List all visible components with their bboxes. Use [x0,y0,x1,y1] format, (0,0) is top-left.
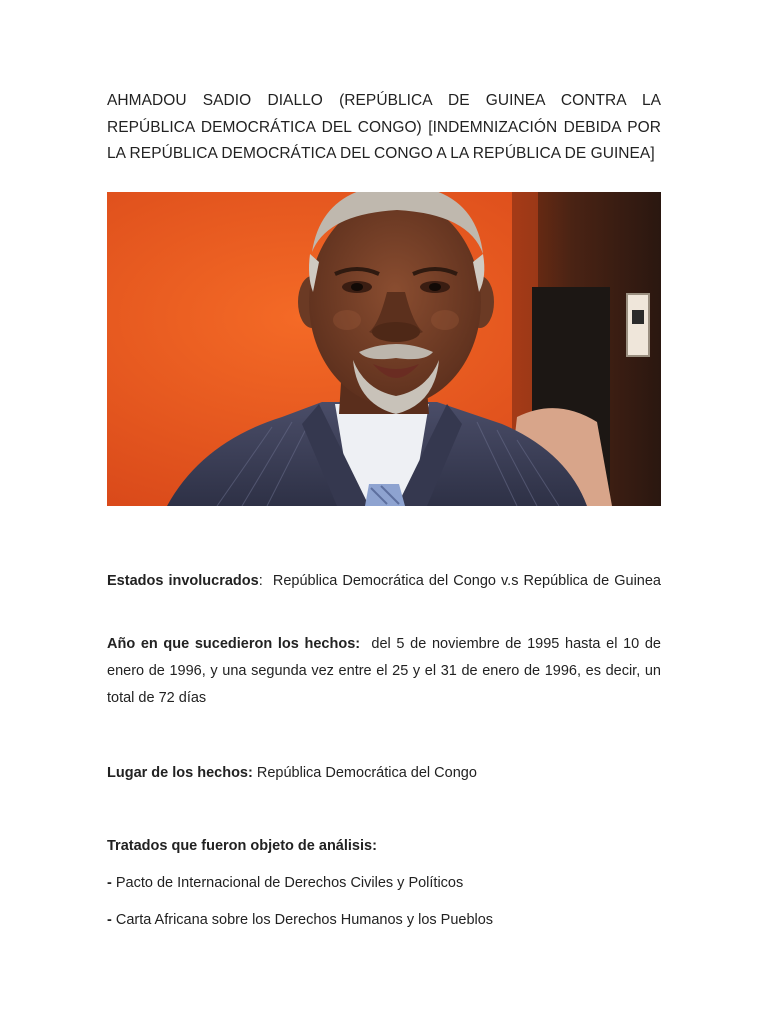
tratado-bullet: - [107,912,112,928]
lugar-paragraph [107,760,661,787]
estados-paragraph [107,568,661,595]
tratados-heading-text: Tratados que fueron objeto de análisis: [107,838,377,854]
lugar-label: Lugar de los hechos: [107,765,253,781]
portrait-illustration [107,192,661,506]
estados-label: Estados involucrados [107,573,259,589]
estados-value: República Democrática del Congo v.s República de Guinea [272,573,661,589]
estados-separator: : [258,573,263,589]
tratado-bullet: - [107,875,112,891]
tratado-item [107,870,661,897]
anio-value: del 5 de noviembre de 1995 hasta el 10 de enero de 1996, y una segunda vez entre el 25 y el 31 de enero de 1996, es decir, un total de 72 días [107,636,661,706]
tratado-text: Pacto de Internacional de Derechos Civiles y Políticos [115,875,464,891]
tratados-heading [107,833,661,860]
document-title: AHMADOU SADIO DIALLO (REPÚBLICA DE GUINEA CONTRA LA REPÚBLICA DEMOCRÁTICA DEL CONGO) [INDEMNIZACIÓN DEBIDA POR LA REPÚBLICA DEMOCRÁTICA DEL CONGO A LA REPÚBLICA DE GUINEA] [107,92,661,162]
anio-label: Año en que sucedieron los hechos: [107,636,361,652]
lugar-value: República Democrática del Congo [256,765,477,781]
document-page [107,88,661,928]
tratado-text: Carta Africana sobre los Derechos Humanos y los Pueblos [115,912,494,928]
tratado-item [107,907,661,934]
portrait-photo [107,192,661,506]
anio-paragraph [107,631,661,712]
